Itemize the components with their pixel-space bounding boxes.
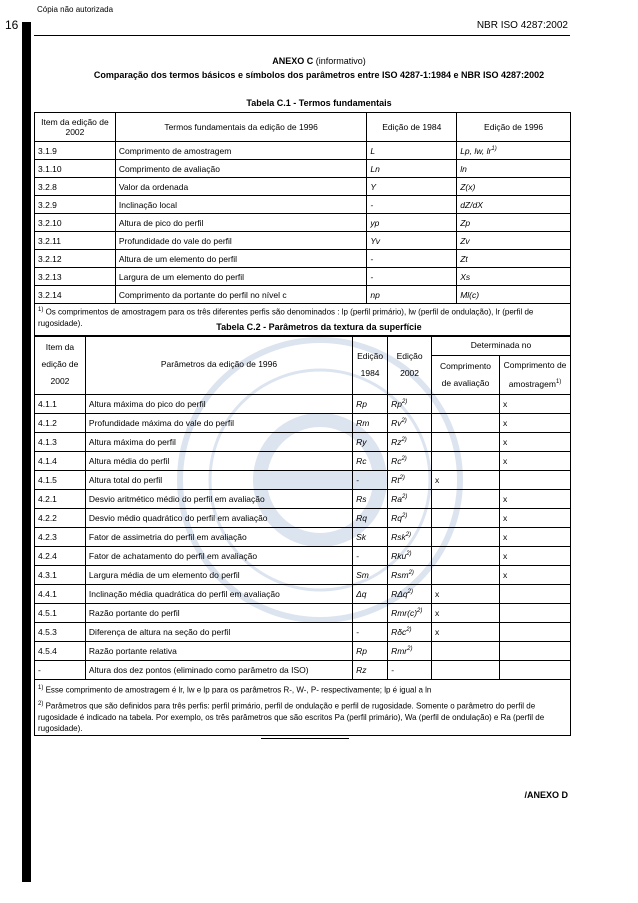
table1-cell: np <box>367 286 457 304</box>
table2-cell-aval <box>432 508 500 527</box>
table2-cell-amos <box>500 641 571 660</box>
table1-cell: 3.2.11 <box>35 232 116 250</box>
table-row <box>35 232 571 250</box>
end-divider <box>261 738 349 739</box>
table2-cell-param: Fator de assimetria do perfil em avaliação <box>85 527 352 546</box>
table1-cell: 3.2.8 <box>35 178 116 196</box>
table-row <box>35 470 571 489</box>
table2-cell-item: 4.1.1 <box>35 394 86 413</box>
table2-cell-param: Profundidade máxima do vale do perfil <box>85 413 352 432</box>
table1-cell: Valor da ordenada <box>115 178 366 196</box>
table2-cell-e84: - <box>353 546 388 565</box>
table2-cell-e84: Ry <box>353 432 388 451</box>
table-row <box>35 451 571 470</box>
table1-cell: L <box>367 142 457 160</box>
table1-header-terms: Termos fundamentais da edição de 1996 <box>115 113 366 142</box>
table1-cell: - <box>367 250 457 268</box>
table1-cell: dZ/dX <box>457 196 571 214</box>
table2-cell-e02: RΔq$^{2)}$ <box>388 584 432 603</box>
table2-cell-aval <box>432 546 500 565</box>
table1-cell: Comprimento de avaliação <box>115 160 366 178</box>
table1-cell: 3.1.10 <box>35 160 116 178</box>
table-row <box>35 546 571 565</box>
table2-cell-amos: x <box>500 489 571 508</box>
table2-cell-amos: x <box>500 432 571 451</box>
header-divider <box>34 35 570 36</box>
table1-cell: 3.2.14 <box>35 286 116 304</box>
table2-cell-param: Razão portante relativa <box>85 641 352 660</box>
table2-cell-amos: x <box>500 565 571 584</box>
table2-cell-aval <box>432 641 500 660</box>
table2-cell-amos: x <box>500 546 571 565</box>
table2-cell-aval <box>432 565 500 584</box>
table1-cell: 3.2.9 <box>35 196 116 214</box>
table2-cell-e02: Rz$^{2)}$ <box>388 432 432 451</box>
table1-cell: Y <box>367 178 457 196</box>
table1-header-1984: Edição de 1984 <box>367 113 457 142</box>
table-row <box>35 196 571 214</box>
table2-cell-e02: Rku$^{2)}$ <box>388 546 432 565</box>
table2-cell-e84: Rz <box>353 660 388 679</box>
table2-header-item: Item da edição de 2002 <box>35 336 86 395</box>
table2-cell-aval: x <box>432 470 500 489</box>
table2-cell-amos <box>500 603 571 622</box>
table1-cell: Altura de um elemento do perfil <box>115 250 366 268</box>
table2-header-params: Parâmetros da edição de 1996 <box>85 336 352 395</box>
table2-cell-e84: Rc <box>353 451 388 470</box>
table2-header-2002: Edição 2002 <box>388 336 432 395</box>
table1-cell: ln <box>457 160 571 178</box>
table2-cell-param: Fator de achatamento do perfil em avaliação <box>85 546 352 565</box>
table2-cell-item: 4.1.5 <box>35 470 86 489</box>
table2-footnote-1: $^{1)}$ Esse comprimento de amostragem é lr, lw e lp para os parâmetros R-, W-, P- respectivamente; lp é igual a ln <box>38 684 432 695</box>
table2-cell-aval <box>432 527 500 546</box>
table1-cell: Lp, lw, $lr^{1)}$ <box>457 142 571 160</box>
table2-cell-aval: x <box>432 603 500 622</box>
table1-cell: 3.2.10 <box>35 214 116 232</box>
table1-cell: Comprimento de amostragem <box>115 142 366 160</box>
table2-cell-aval <box>432 394 500 413</box>
table2-cell-item: 4.4.1 <box>35 584 86 603</box>
left-margin-bar <box>22 22 31 882</box>
table-row <box>35 527 571 546</box>
table-row <box>35 286 571 304</box>
copy-notice: Cópia não autorizada <box>37 5 114 14</box>
table2-cell-e02: Ra$^{2)}$ <box>388 489 432 508</box>
table2-cell-item: 4.1.4 <box>35 451 86 470</box>
table2-cell-e84: - <box>353 622 388 641</box>
table2-cell-e02: $Rmr(c)^{2)}$ <box>388 603 432 622</box>
table-row <box>35 394 571 413</box>
table2-cell-param: Razão portante do perfil <box>85 603 352 622</box>
table1-footnote: $^{1)}$ Os comprimentos de amostragem para os três diferentes perfis são denominados : lp (perfil primário), lw (perfil de ondulação), lr (perfil de rugosidade). <box>35 304 571 337</box>
table2-cell-e84: Rs <box>353 489 388 508</box>
table2-cell-item: 4.1.3 <box>35 432 86 451</box>
table2-cell-e84 <box>353 603 388 622</box>
next-annex-marker: /ANEXO D <box>524 790 568 800</box>
table-row <box>35 603 571 622</box>
table2-cell-aval <box>432 413 500 432</box>
page-number: 16 <box>5 18 19 32</box>
table2-header-sampling-length: Comprimento de amostragem$^{1)}$ <box>500 356 571 395</box>
table1-cell: Zv <box>457 232 571 250</box>
table2-cell-item: - <box>35 660 86 679</box>
standard-reference: NBR ISO 4287:2002 <box>476 20 568 31</box>
table2-cell-param: Altura dos dez pontos (eliminado como parâmetro da ISO) <box>85 660 352 679</box>
table1-cell: 3.2.12 <box>35 250 116 268</box>
table1-cell: Yv <box>367 232 457 250</box>
table-row <box>35 142 571 160</box>
table2-cell-item: 4.5.4 <box>35 641 86 660</box>
table1-cell: Ln <box>367 160 457 178</box>
table2-cell-aval <box>432 489 500 508</box>
table2-cell-item: 4.1.2 <box>35 413 86 432</box>
table2-footnote-2: $^{2)}$ Parâmetros que são definidos para três perfis: perfil primário, perfil de ondulação e perfil de rugosidade. Somente o parâmetro do perfil de rugosidade é indicado na tabela. Por exemplo, os três parâmetros que são escritos Pa (perfil primário), Wa (perfil de ondulação) e Ra (perfil de rugosidade). <box>38 701 545 734</box>
table1-cell: Altura de pico do perfil <box>115 214 366 232</box>
table2-cell-amos <box>500 470 571 489</box>
table-row <box>35 508 571 527</box>
table1-cell: - <box>367 196 457 214</box>
table1-cell: Ml(c) <box>457 286 571 304</box>
table1-cell: 3.2.13 <box>35 268 116 286</box>
annex-qualifier: (informativo) <box>315 56 366 66</box>
table2-cell-e02: Rmr$^{2)}$ <box>388 641 432 660</box>
table2-cell-e84: - <box>353 470 388 489</box>
table2-cell-item: 4.2.2 <box>35 508 86 527</box>
table2-cell-e02: Rt$^{2)}$ <box>388 470 432 489</box>
table2-cell-param: Desvio médio quadrático do perfil em avaliação <box>85 508 352 527</box>
table2-cell-e84: Sk <box>353 527 388 546</box>
table2-cell-e02: Rsk$^{2)}$ <box>388 527 432 546</box>
table2-cell-item: 4.5.1 <box>35 603 86 622</box>
table2-cell-amos: x <box>500 527 571 546</box>
table1-cell: 3.1.9 <box>35 142 116 160</box>
table1-cell: Xs <box>457 268 571 286</box>
table-row <box>35 565 571 584</box>
annex-title: ANEXO C (informativo) <box>272 56 366 66</box>
table2-cell-param: Altura máxima do pico do perfil <box>85 394 352 413</box>
table2-caption: Tabela C.2 - Parâmetros da textura da superfície <box>216 322 422 332</box>
table2-header-1984: Edição 1984 <box>353 336 388 395</box>
table2-cell-item: 4.2.3 <box>35 527 86 546</box>
table2-cell-e84: Sm <box>353 565 388 584</box>
table2-cell-e84: Rp <box>353 641 388 660</box>
table2-cell-aval <box>432 660 500 679</box>
table2-cell-item: 4.3.1 <box>35 565 86 584</box>
table-row <box>35 641 571 660</box>
table-row <box>35 622 571 641</box>
table-row <box>35 268 571 286</box>
table-row <box>35 660 571 679</box>
table2-cell-amos <box>500 660 571 679</box>
table2-cell-param: Inclinação média quadrática do perfil em avaliação <box>85 584 352 603</box>
table1-cell: Zp <box>457 214 571 232</box>
table2-cell-e02: Rq$^{2)}$ <box>388 508 432 527</box>
table1-cell: Zt <box>457 250 571 268</box>
table2-cell-param: Altura total do perfil <box>85 470 352 489</box>
table2-cell-amos: x <box>500 508 571 527</box>
table1-caption: Tabela C.1 - Termos fundamentais <box>246 98 392 108</box>
table-row <box>35 160 571 178</box>
table-row <box>35 250 571 268</box>
table2-cell-param: Desvio aritmético médio do perfil em avaliação <box>85 489 352 508</box>
table2-cell-amos: x <box>500 451 571 470</box>
table2-cell-amos <box>500 622 571 641</box>
table1-cell: - <box>367 268 457 286</box>
table-row <box>35 178 571 196</box>
table2-header-eval-length: Comprimento de avaliação <box>432 356 500 395</box>
table-row <box>35 432 571 451</box>
table2-cell-item: 4.5.3 <box>35 622 86 641</box>
table2-cell-param: Altura máxima do perfil <box>85 432 352 451</box>
table2-cell-e84: Δq <box>353 584 388 603</box>
table2-header-determined: Determinada no <box>432 336 571 356</box>
table-row <box>35 584 571 603</box>
table2-cell-e02: Rsm$^{2)}$ <box>388 565 432 584</box>
table2-cell-e84: Rq <box>353 508 388 527</box>
table2-cell-aval: x <box>432 622 500 641</box>
table1-cell: Profundidade do vale do perfil <box>115 232 366 250</box>
table2-cell-param: Largura média de um elemento do perfil <box>85 565 352 584</box>
table2-cell-e02: - <box>388 660 432 679</box>
table2-cell-e84: Rm <box>353 413 388 432</box>
table1-cell: Comprimento da portante do perfil no nível c <box>115 286 366 304</box>
table1-cell: Z(x) <box>457 178 571 196</box>
table2-cell-aval <box>432 451 500 470</box>
table-row <box>35 413 571 432</box>
table-surface-texture-parameters <box>34 335 571 736</box>
table2-cell-e02: Rc$^{2)}$ <box>388 451 432 470</box>
table2-cell-e02: Rp$^{2)}$ <box>388 394 432 413</box>
table-row <box>35 214 571 232</box>
table2-cell-e02: Rv$^{2)}$ <box>388 413 432 432</box>
table2-cell-item: 4.2.4 <box>35 546 86 565</box>
table2-cell-amos <box>500 584 571 603</box>
table2-footnotes <box>35 679 571 735</box>
table1-cell: yp <box>367 214 457 232</box>
table1-cell: Largura de um elemento do perfil <box>115 268 366 286</box>
table2-cell-aval <box>432 432 500 451</box>
table2-cell-e02: Rδc$^{2)}$ <box>388 622 432 641</box>
annex-subtitle: Comparação dos termos básicos e símbolos dos parâmetros entre ISO 4287-1:1984 e NBR ISO 4287:2002 <box>93 70 545 80</box>
table2-cell-amos: x <box>500 413 571 432</box>
table2-cell-param: Diferença de altura na seção do perfil <box>85 622 352 641</box>
table1-cell: Inclinação local <box>115 196 366 214</box>
table1-header-item: Item da edição de 2002 <box>35 113 116 142</box>
table-fundamental-terms <box>34 112 571 337</box>
table1-header-1996: Edição de 1996 <box>457 113 571 142</box>
table2-cell-aval: x <box>432 584 500 603</box>
table-row <box>35 489 571 508</box>
table2-cell-param: Altura média do perfil <box>85 451 352 470</box>
table2-cell-item: 4.2.1 <box>35 489 86 508</box>
table2-cell-amos: x <box>500 394 571 413</box>
table2-cell-e84: Rp <box>353 394 388 413</box>
